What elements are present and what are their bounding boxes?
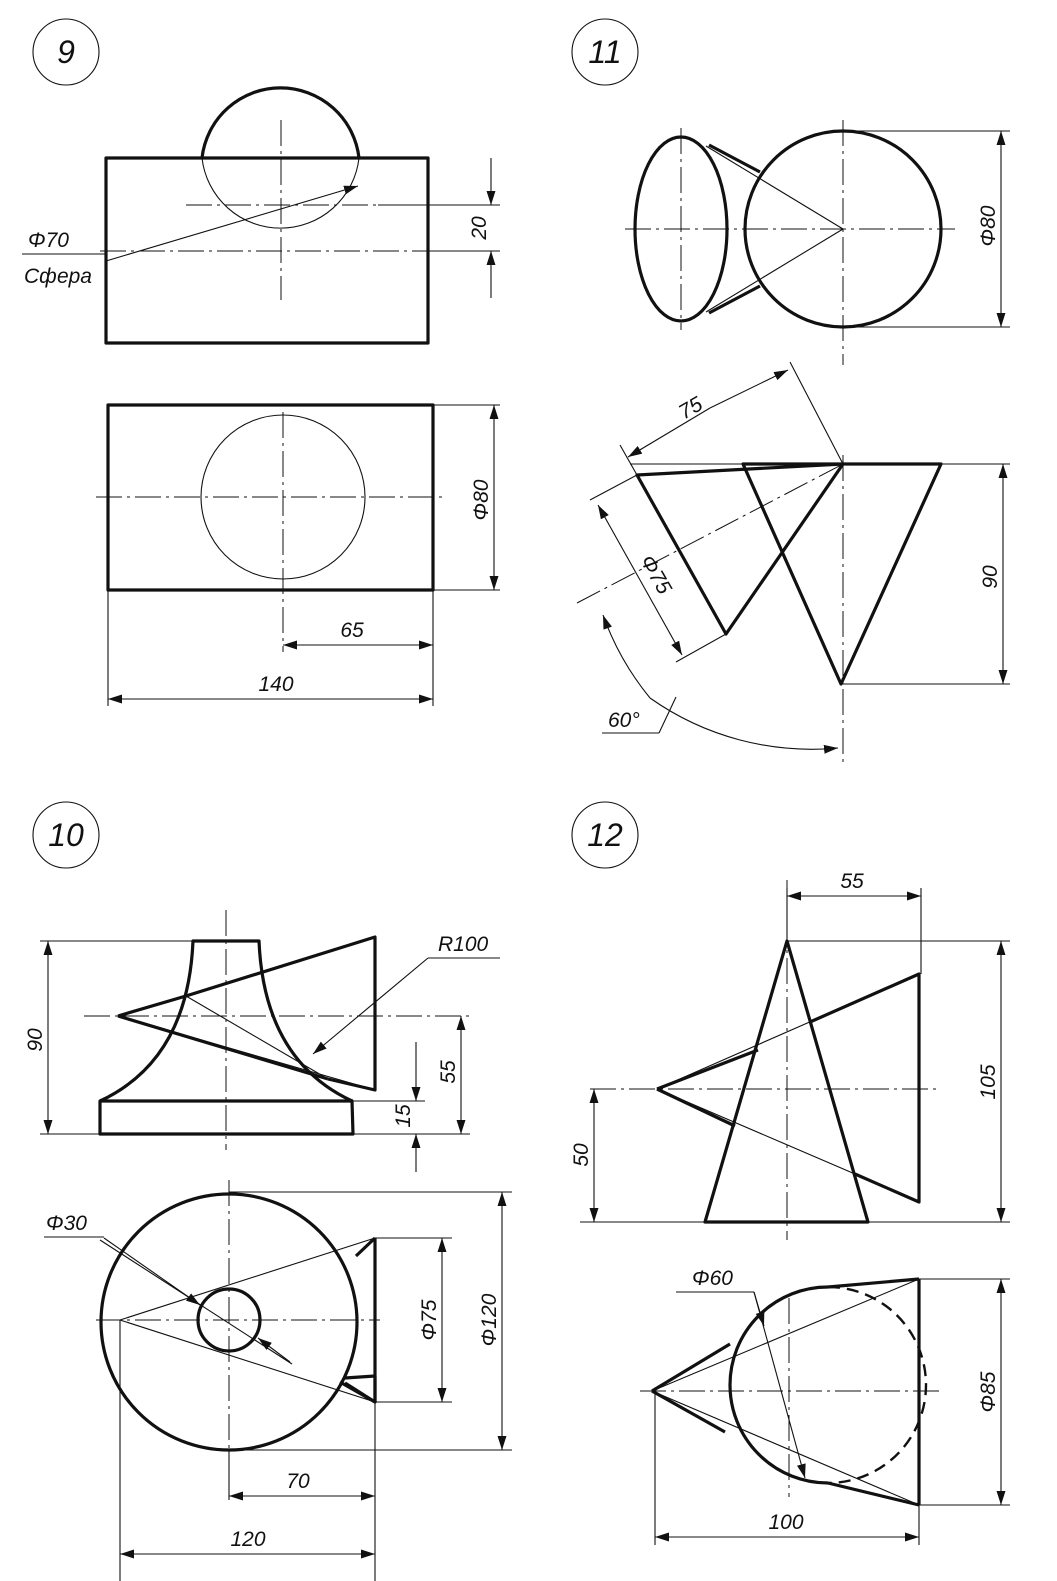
- sphere-leader: [106, 186, 358, 261]
- problem-number: 12: [587, 817, 623, 853]
- problem-number-badge: [33, 19, 99, 85]
- axis-height-label: 50: [570, 1143, 593, 1167]
- offset-label: 20: [468, 216, 491, 240]
- height-label: 105: [977, 1064, 1000, 1100]
- sphere-diameter-label: Φ60: [692, 1267, 733, 1290]
- problem-number-badge: [33, 802, 99, 868]
- height-label: 90: [979, 565, 1002, 589]
- angle-label: 60°: [608, 709, 640, 732]
- problem-number-badge: [572, 802, 638, 868]
- width-label: 120: [230, 1528, 266, 1551]
- top-view: [577, 362, 1010, 765]
- height-label: Φ80: [470, 479, 493, 521]
- sphere-projection-triangle: [743, 464, 941, 684]
- top-view: [44, 1180, 512, 1581]
- cone-diameter-label: Φ75: [635, 551, 676, 599]
- problem-number: 10: [48, 817, 84, 853]
- length-label: 140: [258, 673, 294, 696]
- top-view: [640, 1267, 1010, 1545]
- problem-number-badge: [572, 19, 638, 85]
- cone-triangle: [637, 464, 843, 634]
- front-view: [24, 910, 500, 1172]
- front-view: [625, 120, 1010, 365]
- front-view: [570, 870, 1010, 1240]
- cone-diameter-label: Φ85: [977, 1371, 1000, 1413]
- sphere-word-label: Сфера: [24, 265, 92, 288]
- cone-offset-label: 70: [286, 1470, 310, 1493]
- disc-diameter-label: Φ120: [478, 1293, 501, 1347]
- cone-diameter-label: Φ75: [418, 1299, 441, 1341]
- length-label: 100: [768, 1511, 804, 1534]
- sphere-hidden-arc: [828, 1287, 926, 1483]
- fillet-leader: [313, 958, 428, 1054]
- top-view: [96, 405, 500, 706]
- fillet-radius-label: R100: [438, 933, 489, 956]
- problem-12: [570, 802, 1010, 1545]
- problem-11: [572, 19, 1010, 765]
- problem-number: 9: [57, 34, 75, 70]
- problem-9: [22, 19, 500, 706]
- center-x-label: 65: [340, 619, 364, 642]
- problem-number: 11: [588, 34, 622, 70]
- cone-outline: [186, 937, 375, 1090]
- horizontal-cone-outline: [810, 974, 919, 1202]
- cone-base-label: 55: [840, 870, 864, 893]
- cone-axis-height-label: 55: [437, 1060, 460, 1084]
- hole-diameter-label: Φ30: [46, 1212, 87, 1235]
- angle-arc: [650, 698, 838, 749]
- cone-length-label: 75: [674, 392, 707, 425]
- sphere-diameter-label: Φ70: [28, 229, 69, 252]
- problem-10: [24, 802, 512, 1581]
- front-view: [22, 88, 500, 343]
- base-thickness-label: 15: [392, 1104, 415, 1128]
- sphere-diameter-label: Φ80: [977, 205, 1000, 247]
- total-height-label: 90: [24, 1028, 47, 1052]
